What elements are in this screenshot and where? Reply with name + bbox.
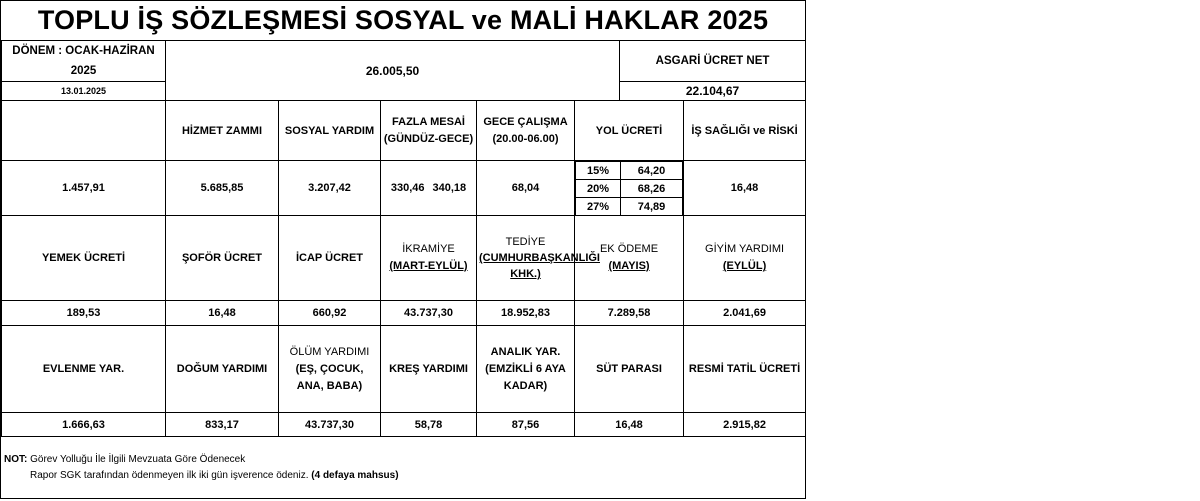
hizmet-zammi-value: 5.685,85 (166, 161, 279, 216)
sut-parasi-value: 16,48 (575, 413, 684, 437)
gece-calisma-value: 68,04 (477, 161, 575, 216)
is-sagligi-value: 16,48 (684, 161, 806, 216)
yol-ucreti-grid (575, 161, 684, 216)
notes (4, 452, 399, 484)
benefits-table (1, 40, 806, 437)
ikramiye-note: (MART-EYLÜL) (389, 260, 468, 272)
tediye-value: 18.952,83 (477, 301, 575, 326)
is-sagligi-label: İŞ SAĞLIĞI ve RİSKİ (684, 101, 806, 161)
yol-pct: 27% (576, 198, 621, 216)
yemek-ucreti-label: YEMEK ÜCRETİ (2, 216, 166, 301)
note-label: NOT: (4, 454, 28, 465)
evlenme-value: 1.666,63 (2, 413, 166, 437)
analik-label: ANALIK YAR. (EMZİKLİ 6 AYA KADAR) (477, 326, 575, 413)
hizmet-zammi-label: HİZMET ZAMMI (166, 101, 279, 161)
yol-value: 74,89 (621, 198, 683, 216)
ek-odeme-label: EK ÖDEME (599, 243, 659, 255)
olum-label-cell (279, 326, 381, 413)
ek-odeme-note: (MAYIS) (608, 260, 650, 272)
giyim-label: GİYİM YARDIMI (705, 243, 785, 255)
main-value: 26.005,50 (166, 41, 620, 101)
document-date: 13.01.2025 (2, 82, 166, 101)
resmi-tatil-value: 2.915,82 (684, 413, 806, 437)
fazla-mesai-gece-value: 340,18 (432, 182, 467, 194)
kres-label: KREŞ YARDIMI (381, 326, 477, 413)
olum-value: 43.737,30 (279, 413, 381, 437)
yol-ucreti-label: YOL ÜCRETİ (575, 101, 684, 161)
yol-value: 68,26 (621, 180, 683, 198)
ikramiye-label: İKRAMİYE (402, 243, 455, 255)
icap-ucret-label: İCAP ÜCRET (279, 216, 381, 301)
tediye-note: (CUMHURBAŞKANLIĞI KHK.) (479, 252, 600, 280)
olum-label: ÖLÜM YARDIMI (289, 345, 370, 358)
giyim-value: 2.041,69 (684, 301, 806, 326)
giyim-note: (EYLÜL) (722, 260, 767, 272)
tediye-label-cell (477, 216, 600, 301)
dogum-value: 833,17 (166, 413, 279, 437)
yemek-ucreti-value: 189,53 (2, 301, 166, 326)
note-emphasis: (4 defaya mahsus) (311, 470, 399, 481)
note-text-2: Rapor SGK tarafından ödenmeyen ilk iki gün işverence ödeniz. (30, 470, 309, 481)
note-text-1: Görev Yolluğu İle İlgili Mevzuata Göre Ödenecek (30, 454, 246, 465)
note-line-2 (4, 468, 399, 484)
sosyal-yardim-value: 3.207,42 (279, 161, 381, 216)
sosyal-yardim-label: SOSYAL YARDIM (279, 101, 381, 161)
yol-value: 64,20 (621, 162, 683, 180)
donem-label: DÖNEM : OCAK-HAZİRAN 2025 (2, 41, 166, 82)
sut-parasi-label: SÜT PARASI (575, 326, 684, 413)
yol-row (576, 198, 683, 216)
sofor-ucret-label: ŞOFÖR ÜCRET (166, 216, 279, 301)
fazla-mesai-values (381, 161, 477, 216)
ikramiye-label-cell (381, 216, 477, 301)
page-title: TOPLU İŞ SÖZLEŞMESİ SOSYAL ve MALİ HAKLAR 2025 (37, 5, 769, 35)
giyim-label-cell (684, 216, 806, 301)
fazla-mesai-gunduz-value: 330,46 (390, 182, 425, 194)
dogum-label: DOĞUM YARDIMI (166, 326, 279, 413)
yol-pct: 15% (576, 162, 621, 180)
first-value: 1.457,91 (2, 161, 166, 216)
blank-label-cell (2, 101, 166, 161)
tediye-label: TEDİYE (505, 236, 546, 248)
icap-ucret-value: 660,92 (279, 301, 381, 326)
evlenme-label: EVLENME YAR. (2, 326, 166, 413)
yol-row (576, 180, 683, 198)
ikramiye-value: 43.737,30 (381, 301, 477, 326)
ek-odeme-value: 7.289,58 (575, 301, 684, 326)
analik-value: 87,56 (477, 413, 575, 437)
fazla-mesai-label: FAZLA MESAİ (GÜNDÜZ-GECE) (381, 101, 477, 161)
yol-pct: 20% (576, 180, 621, 198)
gece-calisma-label: GECE ÇALIŞMA (20.00-06.00) (477, 101, 575, 161)
resmi-tatil-label: RESMİ TATİL ÜCRETİ (684, 326, 806, 413)
note-line-1 (4, 452, 399, 468)
kres-value: 58,78 (381, 413, 477, 437)
sofor-ucret-value: 16,48 (166, 301, 279, 326)
olum-note: (EŞ, ÇOCUK, ANA, BABA) (295, 362, 364, 392)
asgari-ucret-label: ASGARİ ÜCRET NET (620, 41, 806, 82)
yol-row (576, 162, 683, 180)
asgari-ucret-value: 22.104,67 (620, 82, 806, 101)
